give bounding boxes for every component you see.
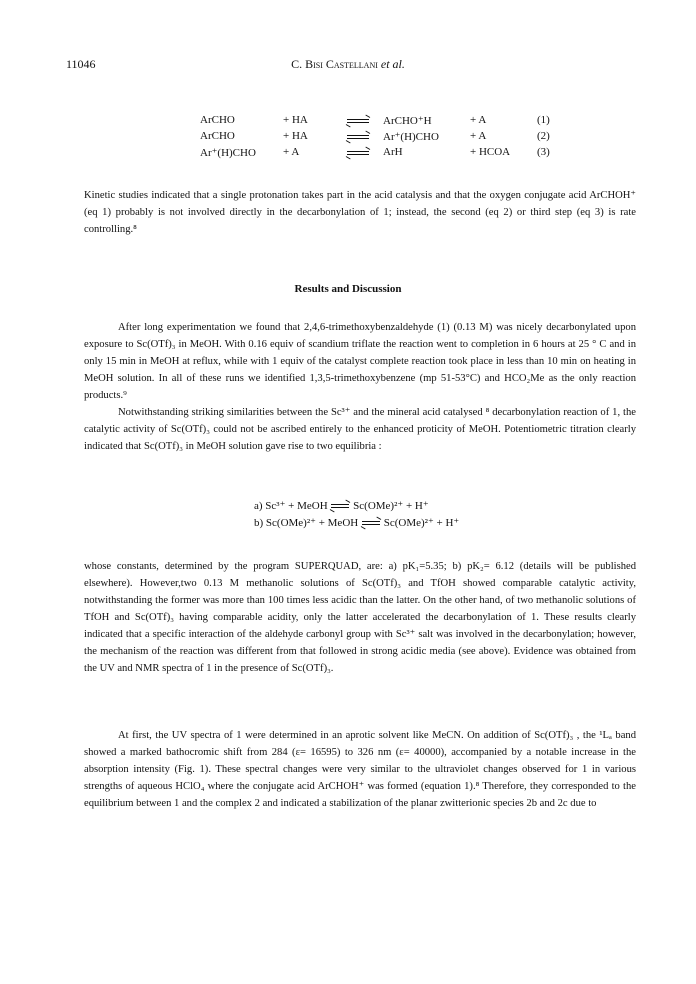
scheme-byproduct: + HCOA (470, 146, 511, 158)
equilibrium-b (254, 515, 459, 532)
intro-paragraph: Kinetic studies indicated that a single protonation takes part in the acid catalysis and that the oxygen conjugate acid ArCHOH⁺ (eq 1) probably is not involved directly in the decarbonylation of 1; instead, the second (eq 2) or third step (eq 3) is rate controlling.⁸ (84, 190, 636, 235)
equilibrium-arrow-icon (361, 518, 381, 528)
scheme-label: (3) (537, 146, 550, 158)
author-initial: C. (291, 57, 306, 71)
scheme-label: (1) (537, 114, 550, 126)
paragraph-3: whose constants, determined by the program SUPERQUAD, are: a) pK₁=5.35; b) pK₂= 6.12 (details will be published elsewhere). However,two 0.13 M methanolic solutions of Sc(OTf)₃ and TfOH showed comparable catalytic activity, notwithstanding the former was more than 100 times less acidic than the latter. On the other hand, of two methanolic solutions of TfOH and Sc(OTf)₃ having comparable acidity, only the latter accelerated the decarbonylation of 1. These results clearly indicated that a specific interaction of the aldehyde carbonyl group with Sc³⁺ salt was involved in the decarbonylation; however, the mechanism of the reaction was different from that followed in strong acidic media (see above). Evidence was obtained from the UV and NMR spectra of 1 in the presence of Sc(OTf)₃. (84, 561, 636, 674)
paragraph-2-text: Notwithstanding striking similarities between the Sc³⁺ and the mineral acid catalysed ⁸ decarbonylation reaction of 1, the catalytic activity of Sc(OTf)₃ could not be ascribed entirely to the enhanced proticity of MeOH. Potentiometric titration clearly indicated that Sc(OTf)₃ in MeOH solution gave rise to two equilibria : (84, 407, 636, 452)
author-name: Bisi Castellani (305, 57, 378, 71)
scheme-product: ArCHO⁺H (383, 115, 432, 127)
scheme-product: Ar⁺(H)CHO (383, 131, 439, 143)
scheme-row-3 (200, 146, 560, 162)
paragraph-2 (84, 404, 636, 455)
paragraph-1 (84, 319, 636, 404)
scheme-reagent: + HA (283, 114, 308, 126)
equilibrium-rhs: Sc(OMe)²⁺ + H⁺ (353, 500, 429, 512)
scheme-lhs: Ar⁺(H)CHO (200, 147, 256, 159)
page-number: 11046 (66, 57, 96, 71)
scheme-reagent: + HA (283, 130, 308, 142)
scheme-lhs: ArCHO (200, 114, 235, 126)
equilibria-block (254, 498, 459, 532)
equilibrium-arrow-icon (330, 501, 350, 511)
scheme-lhs: ArCHO (200, 130, 235, 142)
et-al: et al. (377, 57, 405, 71)
equilibrium-lhs: a) Sc³⁺ + MeOH (254, 500, 328, 512)
scheme-byproduct: + A (470, 130, 487, 142)
section-title: Results and Discussion (294, 283, 402, 295)
paragraph-1-text: After long experimentation we found that 2,4,6-trimethoxybenzaldehyde (1) (0.13 M) was nicely decarbonylated upon exposure to Sc(OTf)₃ in MeOH. With 0.16 equiv of scandium triflate the reaction went to completion in 6 hours at 25 ° C and in only 15 min in MeOH at reflux, while with 1 equiv of the catalyst complete reaction took place in less than 10 min on heating in MeOH solution. In all of these runs we identified 1,3,5-trimethoxybenzene (mp 51-53°C) and HCO₂Me as the only reaction products.⁹ (84, 322, 636, 401)
scheme-reagent: + A (283, 146, 300, 158)
scheme-product: ArH (383, 146, 403, 158)
scheme-row-2 (200, 130, 560, 146)
equilibrium-lhs: b) Sc(OMe)²⁺ + MeOH (254, 517, 359, 529)
scheme-byproduct: + A (470, 114, 487, 126)
equilibrium-rhs: Sc(OMe)²⁺ + H⁺ (383, 517, 460, 529)
paragraph-4 (84, 727, 636, 812)
reaction-scheme (200, 114, 560, 162)
scheme-label: (2) (537, 130, 550, 142)
paragraph-4-text: At first, the UV spectra of 1 were determined in an aprotic solvent like MeCN. On addition of Sc(OTf)₃ , the ¹Lₐ band showed a marked bathocromic shift from 284 (ε= 16595) to 326 nm (ε= 40000), accompanied by a notable increase in the absorption intensity (Fig. 1). These spectral changes were very similar to the ultraviolet changes observed for 1 in various strengths of aqueous HClO₄ where the conjugate acid ArCHOH⁺ was formed (equation 1).⁸ Therefore, they corresponded to the equilibrium between 1 and the complex 2 and indicated a stabilization of the planar zwitterionic species 2b and 2c due to (84, 730, 636, 809)
equilibrium-a (254, 498, 459, 515)
scheme-row-1 (200, 114, 560, 130)
running-head (0, 57, 696, 72)
